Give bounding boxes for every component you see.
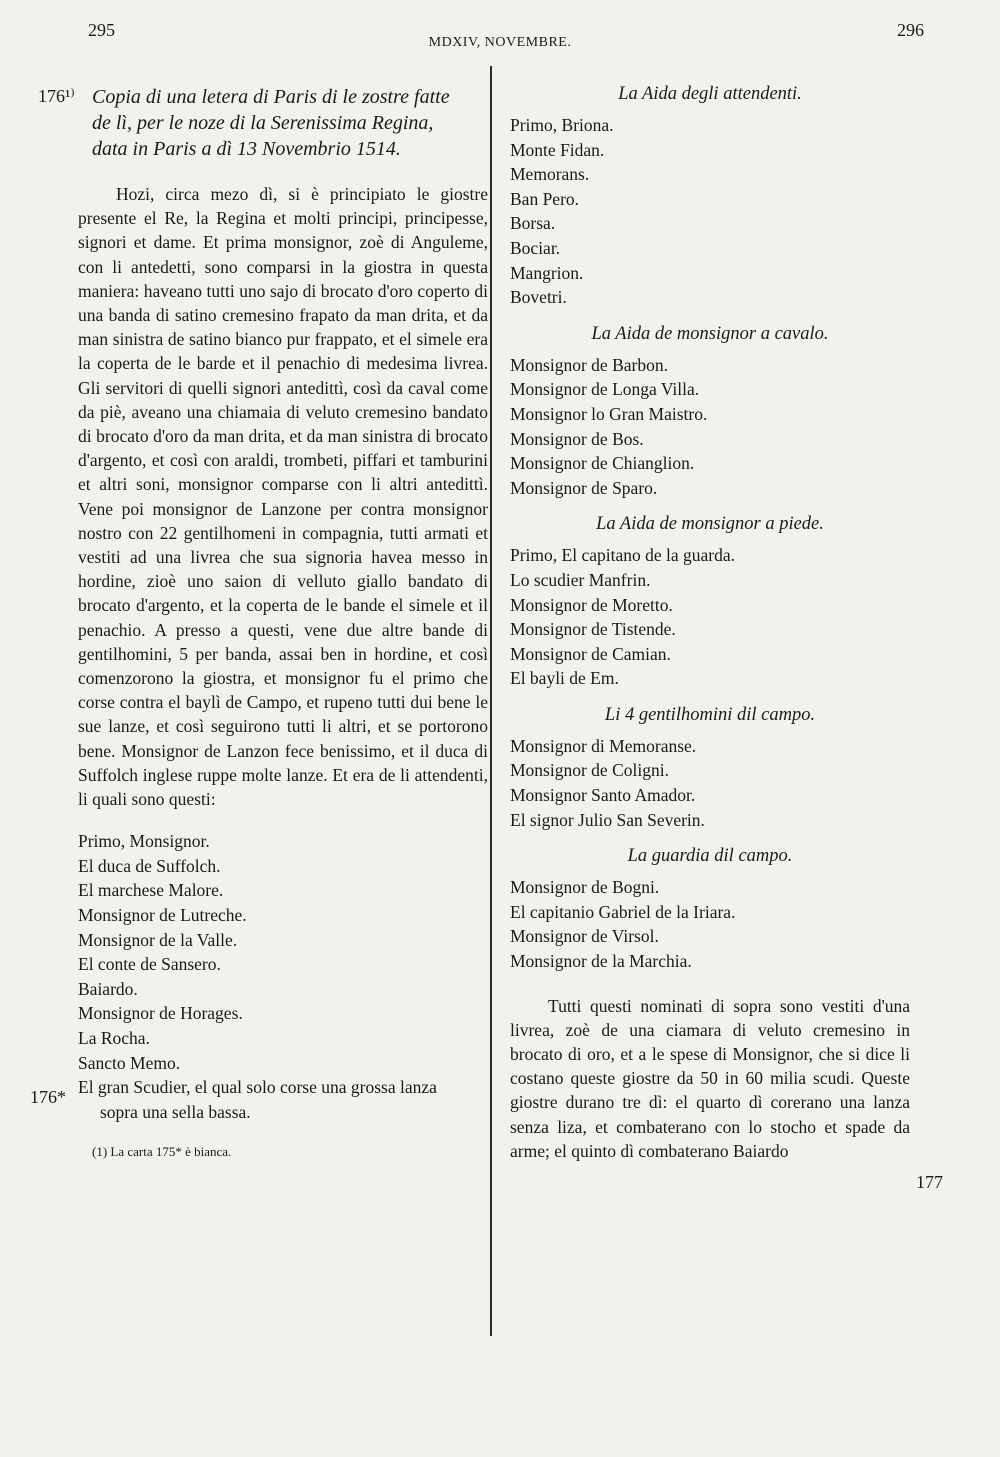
margin-mark-top: 176¹⁾ xyxy=(38,86,75,106)
page-number-right: 296 xyxy=(897,20,924,40)
list-item: Monsignor de Virsol. xyxy=(510,926,659,947)
list-item: Monsignor de Horages. xyxy=(78,1003,243,1024)
list-item: Monsignor de Coligni. xyxy=(510,760,669,781)
list-item: El capitanio Gabriel de la Iriara. xyxy=(510,901,736,922)
list-item: El duca de Suffolch. xyxy=(78,855,221,876)
list-item: Baiardo. xyxy=(78,978,138,999)
letter-title-line: de lì, per le noze di la Serenissima Regina, xyxy=(92,112,434,134)
section-title: La Aida de monsignor a piede. xyxy=(596,514,824,535)
list-item: Monsignor de Chianglion. xyxy=(510,453,695,474)
margin-mark-bottom: 177 xyxy=(916,1172,943,1192)
list-item: Primo, El capitano de la guarda. xyxy=(510,545,735,566)
list-item: Monsignor di Memoranse. xyxy=(510,735,697,756)
list-item: Monsignor de la Marchia. xyxy=(510,951,692,972)
list-item: Monsignor Santo Amador. xyxy=(510,785,696,806)
list-item: Monsignor de Sparo. xyxy=(510,477,658,498)
list-item: Monsignor de Tistende. xyxy=(510,619,676,640)
letter-title-line: Copia di una letera di Paris di le zostre fatte xyxy=(92,86,450,108)
section-list xyxy=(510,543,910,691)
column-divider xyxy=(490,66,492,1336)
right-column xyxy=(510,84,910,1163)
list-item: El conte de Sansero. xyxy=(78,954,221,975)
list-item: El signor Julio San Severin. xyxy=(510,809,705,830)
list-item: sopra una sella bassa. xyxy=(100,1101,251,1122)
list-item: Monsignor de Longa Villa. xyxy=(510,379,700,400)
margin-mark-middle: 176* xyxy=(30,1087,66,1107)
section-title: La Aida degli attendenti. xyxy=(618,84,802,104)
letter-paragraph-text: Hozi, circa mezo dì, si è principiato le giostre presente el Re, la Regina et molti principi, principesse, signori et dame. Et prima monsignor, zoè di Anguleme, con li antedetti, sono comparsi in la giostra in questa maniera: haveano tutti uno sajo di brocato d'oro coperto di una banda di satino cremesino frapato da man drita, et da man sinistra de satino bianco pur frappato, et el simele era la coperta de le barde et il penachio di medesima livrea. Gli servitori di quelli signori antedittì, così da caval come da piè, aveano una chiamaia di veluto cremesino bandato di brocato d'oro da man drita, et da man sinistra di brocato d'argento, et così con araldi, trombeti, piffari et tamburini et altri soni, monsignor comparse con li altri antedittì. Vene poi monsignor de Lanzone per contra monsignor nostro con 22 gentilhomeni in compagnia, tutti armati et vestiti ad una livrea che sua signoria havea messo in hordine, zioè uno saion di velluto giallo bandato di brocato d'argento, et la coperta de le bande el simele et il penachio. A presso a questi, vene due altre bande di gentilhomini, 5 per banda, assai ben in hordine, et così comenzorono la giostra, et monsignor fu el primo che corse contra el baylì de Campo, et rupeno tutti dui bene le sue lanze, et così seguirono tutti li altri, et se portorono bene. Monsignor de Lanzon fece benissimo, et il duca di Suffolch inglese ruppe molte lanze. Et era de li attendenti, li quali sono questi: xyxy=(78,184,488,810)
list-item: Monsignor de Camian. xyxy=(510,643,671,664)
list-item: Monsignor de Bos. xyxy=(510,428,644,449)
page-number-left: 295 xyxy=(88,20,115,40)
section-title: La Aida de monsignor a cavalo. xyxy=(591,323,829,344)
list-item: Bociar. xyxy=(510,237,561,258)
list-item: Sancto Memo. xyxy=(78,1052,181,1073)
list-item: El bayli de Em. xyxy=(510,668,619,689)
section-list xyxy=(510,113,910,310)
letter-paragraph xyxy=(78,182,488,811)
footnote: (1) La carta 175* è bianca. xyxy=(92,1144,232,1160)
closing-paragraph xyxy=(510,994,910,1163)
list-item: La Rocha. xyxy=(78,1028,150,1049)
list-item: Memorans. xyxy=(510,164,590,185)
section-title: La guardia dil campo. xyxy=(627,846,793,867)
attendees-list xyxy=(78,829,488,1124)
left-column xyxy=(78,84,488,1160)
list-item: Mangrion. xyxy=(510,262,584,283)
list-item: Monsignor de Barbon. xyxy=(510,354,668,375)
list-item: Bovetri. xyxy=(510,287,567,308)
list-item: Monsignor de Lutreche. xyxy=(78,905,247,926)
list-item: Primo, Monsignor. xyxy=(78,831,210,852)
section-title: Li 4 gentilhomini dil campo. xyxy=(604,704,816,725)
section-list xyxy=(510,875,910,973)
letter-title xyxy=(78,84,488,162)
list-item: Monsignor lo Gran Maistro. xyxy=(510,403,708,424)
running-title: MDXIV, NOVEMBRE. xyxy=(428,35,572,50)
list-item: Lo scudier Manfrin. xyxy=(510,569,651,590)
list-item: El gran Scudier, el qual solo corse una grossa lanza xyxy=(78,1077,437,1098)
closing-paragraph-text: Tutti questi nominati di sopra sono vestiti d'una livrea, zoè de una ciamara di veluto cremesino in brocato di oro, et a le spese di Monsignor, che si dice li costano queste giostre da 50 in 60 milia scudi. Queste giostre durano tre dì: el quarto dì corerano una lanza senza liza, et combaterano con lo stocho et spade da arme; el quinto dì combaterano Baiardo xyxy=(510,995,910,1161)
list-item: Borsa. xyxy=(510,213,556,234)
list-item: Monte Fidan. xyxy=(510,139,605,160)
list-item: Monsignor de la Valle. xyxy=(78,929,238,950)
list-item: Primo, Briona. xyxy=(510,115,614,135)
section-list xyxy=(510,734,910,832)
list-item: Monsignor de Bogni. xyxy=(510,877,660,898)
section-list xyxy=(510,353,910,501)
list-item: Monsignor de Moretto. xyxy=(510,594,673,615)
letter-title-line: data in Paris a dì 13 Novembrio 1514. xyxy=(92,138,401,160)
list-item: El marchese Malore. xyxy=(78,880,224,901)
list-item: Ban Pero. xyxy=(510,188,580,209)
